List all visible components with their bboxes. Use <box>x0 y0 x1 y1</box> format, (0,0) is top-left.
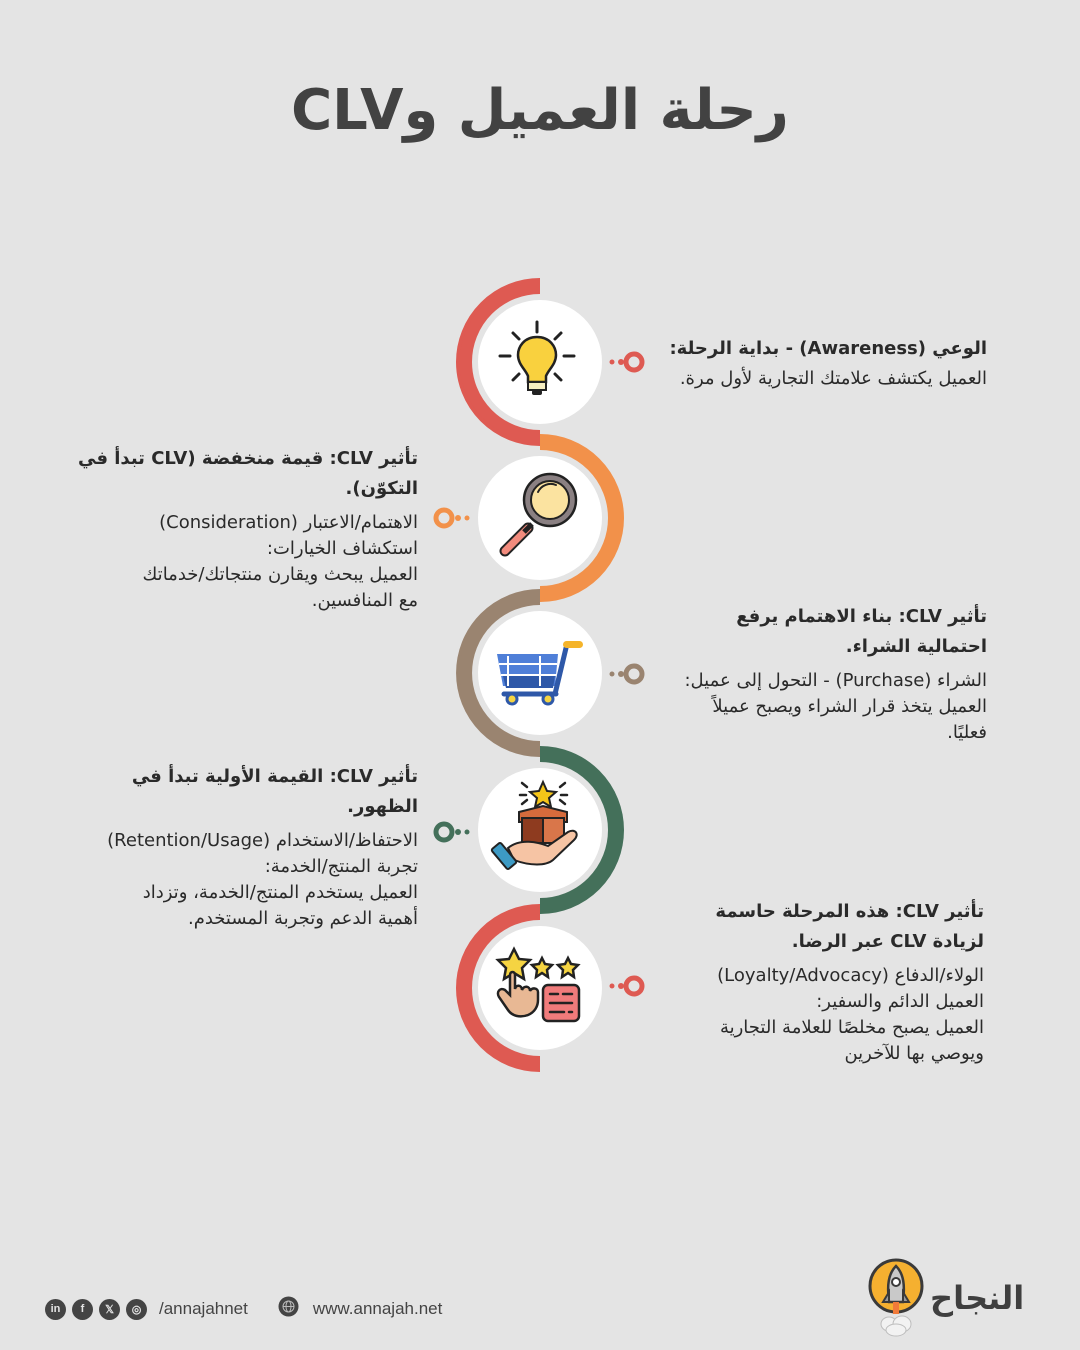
rocket-icon <box>868 1258 924 1338</box>
brand-name: النجاح <box>930 1279 1025 1317</box>
step-2-line-2: استكشاف الخيارات: <box>266 538 418 559</box>
facebook-icon[interactable]: f <box>72 1299 93 1320</box>
step-2-line-3: العميل يبحث ويقارن منتجاتك/خدماتك <box>142 564 418 585</box>
step-4-line-2: تجربة المنتج/الخدمة: <box>264 856 418 877</box>
footer <box>45 1296 442 1322</box>
step-4-node <box>436 748 622 912</box>
brand-logo <box>868 1258 1024 1338</box>
step-3-node <box>458 591 642 755</box>
step-3-text <box>667 602 987 746</box>
step-2-node <box>436 436 622 600</box>
step-3-line-2: العميل يتخذ قرار الشراء ويصبح عميلاً <box>712 696 987 717</box>
step-3-heading: تأثير CLV: بناء الاهتمام يرفع احتمالية الشراء. <box>736 606 987 657</box>
step-2-line-1: الاهتمام/الاعتبار (Consideration) <box>159 512 418 533</box>
social-handle[interactable]: /annajahnet <box>159 1299 248 1318</box>
step-3-line-3: فعليًا. <box>947 722 987 743</box>
linkedin-icon[interactable]: in <box>45 1299 66 1320</box>
step-5-line-2: العميل الدائم والسفير: <box>816 991 984 1012</box>
step-2-heading: تأثير CLV: قيمة منخفضة (CLV تبدأ في التكوّن). <box>77 448 418 499</box>
step-1-line-1: العميل يكتشف علامتك التجارية لأول مرة. <box>679 368 987 389</box>
instagram-icon[interactable]: ◎ <box>126 1299 147 1320</box>
website-link[interactable]: www.annajah.net <box>312 1299 443 1318</box>
step-5-line-4: ويوصي بها للآخرين <box>844 1043 984 1064</box>
step-5-connector <box>610 978 643 994</box>
step-5-line-1: الولاء/الدفاع (Loyalty/Advocacy) <box>717 965 984 986</box>
step-5-line-3: العميل يصبح مخلصًا للعلامة التجارية <box>719 1017 984 1038</box>
step-5-heading: تأثير CLV: هذه المرحلة حاسمة لزيادة CLV عبر الرضا. <box>715 901 984 952</box>
globe-icon <box>278 1296 299 1322</box>
step-2-connector <box>436 510 470 526</box>
page-title: رحلة العميل وCLV <box>291 78 789 143</box>
step-2-text <box>58 444 418 614</box>
step-4-connector <box>436 824 470 840</box>
step-5-text <box>664 897 984 1067</box>
step-3-line-1: الشراء (Purchase) - التحول إلى عميل: <box>684 670 987 691</box>
step-1-text <box>607 334 987 392</box>
step-4-line-4: أهمية الدعم وتجربة المستخدم. <box>187 908 418 929</box>
step-3-connector <box>610 666 643 682</box>
step-4-text <box>58 762 418 932</box>
step-1-heading: الوعي (Awareness) - بداية الرحلة: <box>669 338 987 359</box>
step-5-node <box>458 906 642 1070</box>
x-icon[interactable]: 𝕏 <box>99 1299 120 1320</box>
step-4-heading: تأثير CLV: القيمة الأولية تبدأ في الظهور. <box>131 766 418 817</box>
step-2-line-4: مع المنافسين. <box>311 590 418 611</box>
step-4-line-1: الاحتفاظ/الاستخدام (Retention/Usage) <box>107 830 418 851</box>
step-4-line-3: العميل يستخدم المنتج/الخدمة، وتزداد <box>142 882 418 903</box>
